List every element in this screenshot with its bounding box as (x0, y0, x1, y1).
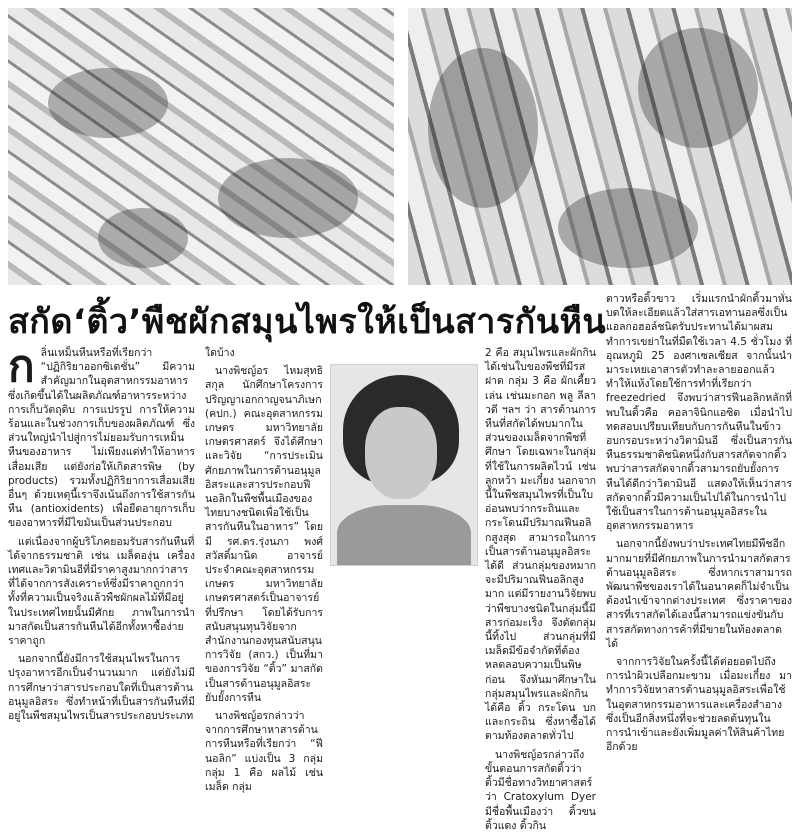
paragraph: 2 คือ สมุนไพรและผักกินได้เช่นใบของพืชที่มีรสฝาด กลุ่ม 3 คือ ผักเคี้ยวเล่น เช่นมะกอก พลู ลีลาวดี ฯลฯ ว่า สารต้านการหืนที่สกัดได้พบมากในส่วนของเมล็ดจากพืชที่ศึกษา โดยเฉพาะในกลุ่มที่ใช้ในการผลิตไวน์ เช่น ลูกหว้า มะเกี๋ยง นอกจากนี้ในพืชสมุนไพรที่เป็นใบอ่อนพบว่ากระถินและกระโดนมีปริมาณฟีนอลิกสูงสุด สามารถในการเป็นสารต้านอนุมูลอิสระได้ดี ส่วนกลุ่มของหมากจะมีปริมาณฟีนอลิกสูงมาก แต่มีรายงานวิจัยพบว่าพืชบางชนิดในกลุ่มนี้มีสารก่อมะเร็ง จึงตัดกลุ่มนี้ทิ้งไป ส่วนกลุ่มที่มีเมล็ดมีข้อจำกัดที่ต้องหลดลอบความเป็นพิษก่อน จึงหันมาศึกษาในกลุ่มสมุนไพรและผักกินได้คือ ติ้ว กระโดน บก และกระถิน ซึ่งหาซื้อได้ตามท้องตลาดทั่วไป (485, 347, 596, 743)
paragraph: จากการวิจัยในครั้งนี้ได้ต่อยอดไปถึงการนำผิวเปลือกมะขาม เมื่อมะเกี๋ยง มาทำการวิจัยหาสารต้านอนุมูลอิสระเพื่อใช้ในอุตสาหกรรมอาหารและเครื่องสำอาง ซึ่งเป็นอีกสิ่งหนึ่งที่จะช่วยลดต้นทุนในการนำเข้าและยังเพิ่มมูลค่าให้สินค้าไทยอีกด้วย (606, 656, 792, 754)
paragraph: นางพิชญ์อรกล่าวว่า จากการศึกษาหาสารต้านการหืนหรือที่เรียกว่า “ฟีนอลิก” แบ่งเป็น 3 กลุ่ม กลุ่ม 1 คือ ผลไม้ เช่น เมล็ด กลุ่ม (205, 710, 323, 794)
leaves-photo (8, 8, 394, 285)
drop-cap: ก (8, 341, 35, 392)
plant-photo (408, 8, 792, 285)
paragraph: นอกจากนี้ยังมีการใช้สมุนไพรในการปรุงอาหารอีกเป็นจำนวนมาก แต่ยังไม่มีการศึกษาว่าสารประกอบใดที่เป็นสารต้านอนุมูลอิสระ ซึ่งทำหน้าที่เป็นสารกันหืนที่มีอยู่ในพืชสมุนไพรเป็นสารประกอบประเภท (8, 653, 195, 723)
paragraph: นอกจากนี้ยังพบว่าประเทศไทยมีพืชอีกมากมายที่มีศักยภาพในการนำมาสกัดสารต้านอนุมูลอิสระ ซึ่งหากเราสามารถพัฒนาพืชของเราได้ในอนาคตก็ไม่จำเป็นต้องนำเข้าจากต่างประเทศ ซึ่งราคาของสารที่เราสกัดได้เองนี้สามารถแข่งขันกับสารสกัดทางการค้าที่มีขายในท้องตลาดได้ (606, 538, 792, 650)
article-column-3 (485, 346, 596, 833)
article-column-4 (606, 292, 792, 759)
paragraph: แต่เนื่องจากผู้บริโภคยอมรับสารกันหืนที่ได้จากธรรมชาติ เช่น เมล็ดองุ่น เครื่องเทศและวิตามินอีที่มีราคาสูงมากกว่าสารที่ได้จากการสังเคราะห์ซึ่งมีราคาถูกกว่า ทั้งที่ความเป็นจริงแล้วพืชผักผลไม้ที่มีอยู่ในประเทศไทยนั้นมีศักย ภาพในการนำมาสกัดเป็นสารกันหืนได้อีกทั้งหาซื้อง่ายราคาถูก (8, 535, 195, 648)
paragraph: ใดบ้าง (205, 347, 235, 359)
article-headline: สกัด‘ติ้ว’พืชผักสมุนไพรให้เป็นสารกันหืน (8, 302, 607, 342)
article-column-2 (205, 346, 323, 798)
paragraph: ตาวหรือติ้วขาว เริ่มแรกนำผักติ้วมาหั่น บดให้ละเอียดแล้วใส่สารเอทานอลซึ่งเป็นแอลกอฮอล์ชนิดรับประทานได้มาผสม ทำการเขย่าในที่มืดใช้เวลา 4.5 ชั่วโมง ที่อุณหภูมิ 25 องศาเซลเซียส จากนั้นนำมาระเหยเอาสารตัวทำละลายออกแล้วทำให้แห้งโดยใช้การทำที่เรียกว่า freezedried จึงพบว่าสารฟีนอลิกหลักที่พบในติ้วคือ คอลาจินิกแอซิด เมื่อนำไปทดสอบเปรียบเทียบกับการกันหืนในข้าวอบกรอบระหว่างวิตามินอี ซึ่งเป็นสารกันหืนธรรมชาติชนิดหนึ่งกับสารสกัดจากติ้ว พบว่าสารสกัดจากติ้วสามารถยับยั้งการหืนได้ดีกว่าวิตามินอี แสดงให้เห็นว่าสารสกัดจากติ้วมีความเป็นไปได้ในการนำไปใช้เป็นสารในการต้านอนุมูลอิสระในอุตสาหกรรมอาหาร (606, 293, 792, 533)
article-column-1 (8, 341, 195, 727)
paragraph: นางพิชญ์อรกล่าวถึงขั้นตอนการสกัดติ้วว่า ติ้วมีชื่อทางวิทยาศาสตร์ว่า Cratoxylum Dyer มีชื่อพื้นเมืองว่า ติ้วขน ติ้วแดง ติ้วกิน (485, 748, 596, 832)
paragraph: กลิ่นเหม็นหืนหรือที่เรียกว่า “ปฏิกิริยาออกซิเดชั่น” มีความสำคัญมากในอุตสาหกรรมอาหาร ซึ่งเกิดขึ้นได้ในผลิตภัณฑ์อาหารระหว่างการเก็บวัตถุดิบ การแปรรูป การให้ความร้อนและในช่วงการเก็บของผลิตภัณฑ์ ซึ่งส่วนใหญ่นำไปสู่การไม่ยอมรับการเหม็นหืนของอาหาร ไม่เพียงแต่ทำให้อาหารเสื่อมเสีย แต่ยังก่อให้เกิดสารพิษ (by products) รวมทั้งปฏิกิริยาการเสื่อมเสียอื่นๆ ด้วยเหตุนี้เราจึงเน้นถึงการใช้สารกันหืน (antioxidents) เพื่อยืดอายุการเก็บของอาหารที่มีไขมันเป็นส่วนประกอบ (8, 341, 195, 530)
paragraph: นางพิชญ์อร ไหมสุทธิสกุล นักศึกษาโครงการปริญญาเอกกาญจนาภิเษก (คปก.) คณะอุตสาหกรรมเกษตร มหาวิทยาลัยเกษตรศาสตร์ จึงได้ศึกษาและวิจัย “การประเมินศักยภาพในการต้านอนุมูลอิสระและสารประกอบฟีนอลิกในพืชพื้นเมืองของไทยบางชนิดเพื่อใช้เป็นสารกันหืนในอาหาร” โดยมี รศ.ดร.รุ่งนภา พงศ์สวัสดิ์มานิต อาจารย์ประจำคณะอุตสาหกรรมเกษตร มหาวิทยาลัยเกษตรศาสตร์เป็นอาจารย์ที่ปรึกษา โดยได้รับการสนับสนุนทุนวิจัยจากสำนักงานกองทุนสนับสนุนการวิจัย (สกว.) เป็นที่มาของการวิจัย “ติ้ว” มาสกัดเป็นสารต้านอนุมูลอิสระยับยั้งการหืน (205, 365, 323, 704)
researcher-portrait (330, 364, 478, 566)
